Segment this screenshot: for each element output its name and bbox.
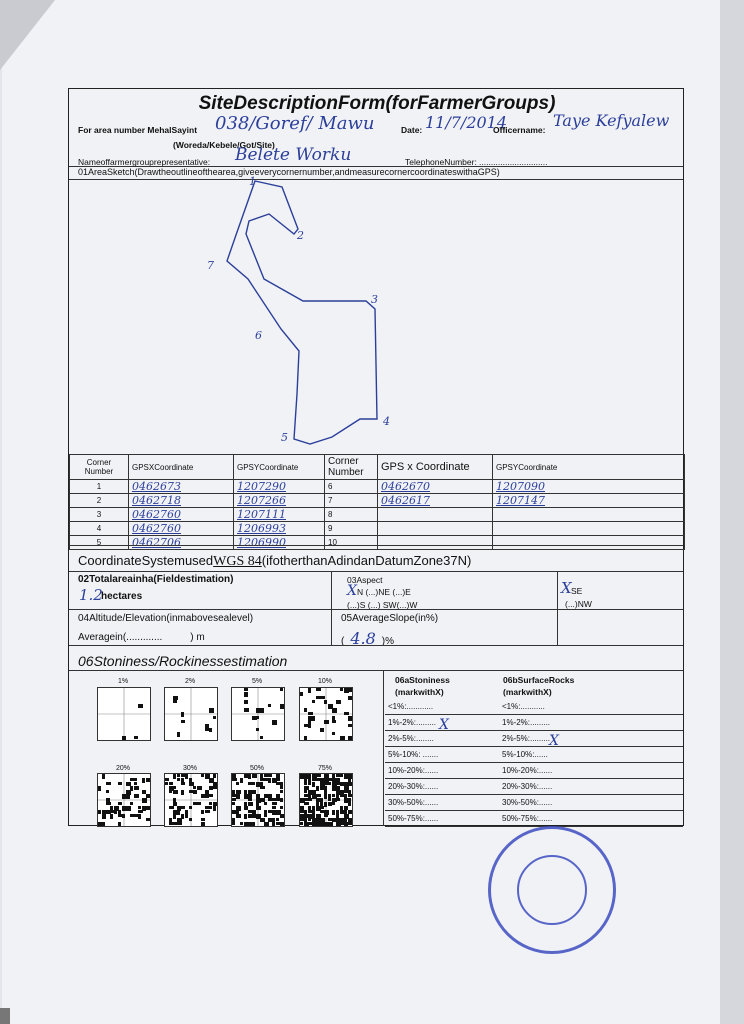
- aspect-mark-se: X: [561, 579, 572, 597]
- sketch-corner-label: 3: [371, 293, 378, 306]
- stoniness-option: 1%-2%:.........: [385, 715, 499, 731]
- aspect-nw: (...)NW: [565, 599, 592, 609]
- rocks-option: 1%-2%:.........: [499, 715, 683, 731]
- stone-pattern-box: [231, 773, 285, 827]
- rep-value: Belete Worku: [235, 145, 352, 165]
- cell-gpsx-2: [378, 536, 493, 550]
- cell-gpsx: 0462706: [129, 536, 234, 550]
- cell-gpsy-2: 1207090: [493, 480, 685, 494]
- stoniness-option: 50%-75%:......: [385, 811, 499, 827]
- field-outline: [227, 181, 377, 444]
- aspect-se: SE: [571, 586, 583, 596]
- cell-gpsx: 0462760: [129, 508, 234, 522]
- coordsys-datum: WGS 84: [213, 554, 262, 569]
- cell-gpsy: 1207290: [234, 480, 325, 494]
- rocks-option: 2%-5%:.........: [499, 731, 683, 747]
- rocks-option: 10%-20%:......: [499, 763, 683, 779]
- officer-label: Officername:: [493, 125, 546, 135]
- aspect-label: 03Aspect: [347, 575, 383, 585]
- cell-corner: 5: [70, 536, 129, 550]
- cell-corner-2: 9: [325, 522, 378, 536]
- coordinates-table: [69, 454, 685, 550]
- area-number-value: 038/Goref/ Mawu: [215, 113, 375, 134]
- stoniness-mark: X: [439, 717, 449, 733]
- stone-pct: 30%: [182, 765, 197, 772]
- stoniness-option: 10%-20%:......: [385, 763, 499, 779]
- stoniness-option: 30%-50%:......: [385, 795, 499, 811]
- col-corner-2: Corner Number: [325, 455, 378, 480]
- total-area-label: 02Totalareainha(Fieldestimation): [78, 574, 234, 585]
- stoniness-option: <1%:............: [385, 699, 499, 715]
- slope-suffix: )%: [381, 636, 395, 647]
- table-row: [70, 522, 685, 536]
- cell-gpsx-2: 0462617: [378, 494, 493, 508]
- rocks-mark: X: [549, 733, 559, 749]
- sketch-corner-label: 2: [297, 229, 304, 242]
- sketch-corner-label: 6: [255, 329, 262, 342]
- stone-pattern-box: [299, 773, 353, 827]
- sketch-corner-label: 1: [249, 175, 256, 188]
- col-gpsy-2: GPSYCoordinate: [493, 455, 685, 480]
- cell-gpsx-2: [378, 508, 493, 522]
- altitude-avg-label: Averagein(.............: [78, 632, 163, 643]
- officer-value: Taye Kefyalew: [553, 111, 670, 130]
- cell-gpsy-2: [493, 522, 685, 536]
- woreda-note: (Woreda/Kebele/Got/Site): [173, 140, 275, 150]
- cell-gpsx: 0462760: [129, 522, 234, 536]
- cell-corner: 1: [70, 480, 129, 494]
- cell-gpsy-2: [493, 508, 685, 522]
- col-corner: Corner Number: [70, 455, 129, 480]
- form-title: SiteDescriptionForm(forFarmerGroups): [198, 93, 556, 114]
- stoniness-col-head: 06aStoniness: [395, 675, 450, 685]
- coordsys-label: CoordinateSystemused: [78, 553, 214, 568]
- coordsys-note: (ifotherthanAdindanDatumZone37N): [261, 553, 472, 568]
- cell-corner: 4: [70, 522, 129, 536]
- scan-edge: [720, 0, 744, 1024]
- slope-label: 05AverageSlope(in%): [341, 613, 439, 624]
- slope-prefix: (: [341, 636, 345, 647]
- stone-pct: 75%: [317, 765, 332, 772]
- cell-gpsy-2: 1207147: [493, 494, 685, 508]
- stone-pattern-box: [97, 687, 151, 741]
- cell-gpsy: 1206993: [234, 522, 325, 536]
- cell-gpsy: 1207111: [234, 508, 325, 522]
- cell-gpsx: 0462673: [129, 480, 234, 494]
- stone-pattern-box: [231, 687, 285, 741]
- table-row: [70, 494, 685, 508]
- cell-corner-2: 8: [325, 508, 378, 522]
- sketch-corner-label: 4: [383, 415, 390, 428]
- phone-label: TelephoneNumber:: [405, 157, 477, 167]
- col-gpsy: GPSYCoordinate: [234, 455, 325, 480]
- stoniness-option: 2%-5%:........: [385, 731, 499, 747]
- cell-gpsx: 0462718: [129, 494, 234, 508]
- cell-corner-2: 6: [325, 480, 378, 494]
- date-label: Date:: [401, 125, 423, 135]
- site-description-form: [68, 88, 684, 826]
- stoniness-option: 5%-10%: .......: [385, 747, 499, 763]
- rocks-col-subhead: (markwithX): [503, 687, 552, 697]
- altitude-average: [78, 632, 205, 643]
- sketch-heading: 01AreaSketch(Drawtheoutlineofthearea,giveeverycornernumber,andmeasurecornercoordinateswithaGPS): [78, 167, 500, 177]
- surface-rocks-list: [499, 699, 683, 827]
- stone-pct: 10%: [317, 678, 332, 685]
- area-number-label: For area number MehalSayint: [78, 125, 198, 135]
- col-gpsx-2: GPS x Coordinate: [378, 455, 493, 480]
- page-fold: [0, 0, 55, 70]
- stone-pct: 5%: [251, 678, 263, 685]
- cell-corner-2: 10: [325, 536, 378, 550]
- stone-pct: 50%: [249, 765, 264, 772]
- cell-corner-2: 7: [325, 494, 378, 508]
- rocks-option: 30%-50%:......: [499, 795, 683, 811]
- aspect-row2: (...)S (...) SW(...)W: [347, 600, 418, 610]
- cell-gpsx-2: 0462670: [378, 480, 493, 494]
- aspect-mark-n: X: [347, 583, 357, 599]
- aspect-row1: N (...)NE (...)E: [357, 587, 411, 597]
- phone-value: .............................: [479, 157, 548, 167]
- sketch-corner-label: 5: [281, 431, 288, 444]
- table-header-row: [70, 455, 685, 480]
- stone-pattern-box: [97, 773, 151, 827]
- altitude-unit: ) m: [190, 632, 205, 643]
- cell-gpsy: 1207266: [234, 494, 325, 508]
- rocks-option: <1%:...........: [499, 699, 683, 715]
- total-area-value: 1.2: [79, 586, 103, 604]
- cell-gpsx-2: [378, 522, 493, 536]
- stoniness-col-subhead: (markwithX): [395, 687, 444, 697]
- table-row: [70, 536, 685, 550]
- slope-value: 4.8: [350, 629, 376, 648]
- stone-pattern-box: [299, 687, 353, 741]
- scan-artifact: [0, 1008, 10, 1024]
- rocks-option: 50%-75%:......: [499, 811, 683, 827]
- cell-corner: 2: [70, 494, 129, 508]
- cell-gpsy-2: [493, 536, 685, 550]
- cell-gpsy: 1206990: [234, 536, 325, 550]
- rocks-option: 20%-30%:......: [499, 779, 683, 795]
- area-sketch: [69, 89, 685, 454]
- table-row: [70, 480, 685, 494]
- total-area-unit: hectares: [101, 591, 143, 602]
- stone-pct: 1%: [117, 678, 129, 685]
- col-gpsx: GPSXCoordinate: [129, 455, 234, 480]
- stamp-emblem: [517, 855, 587, 925]
- sketch-corner-label: 7: [207, 259, 214, 272]
- rep-label: Nameoffarmergrouprepresentative:: [78, 157, 211, 167]
- stone-pct: 2%: [184, 678, 196, 685]
- stoniness-heading: 06Stoniness/Rockinessestimation: [78, 653, 288, 669]
- stoniness-option: 20%-30%:......: [385, 779, 499, 795]
- coordinate-system-line: [78, 553, 471, 570]
- stone-pct: 20%: [115, 765, 130, 772]
- official-stamp: [488, 826, 616, 954]
- rocks-option: 5%-10%:......: [499, 747, 683, 763]
- cell-corner: 3: [70, 508, 129, 522]
- stone-pattern-box: [164, 687, 218, 741]
- altitude-label: 04Altitude/Elevation(inmabovesealevel): [78, 613, 254, 624]
- rocks-col-head: 06bSurfaceRocks: [503, 675, 575, 685]
- table-row: [70, 508, 685, 522]
- date-value: 11/7/2014: [425, 113, 508, 132]
- stone-pattern-box: [164, 773, 218, 827]
